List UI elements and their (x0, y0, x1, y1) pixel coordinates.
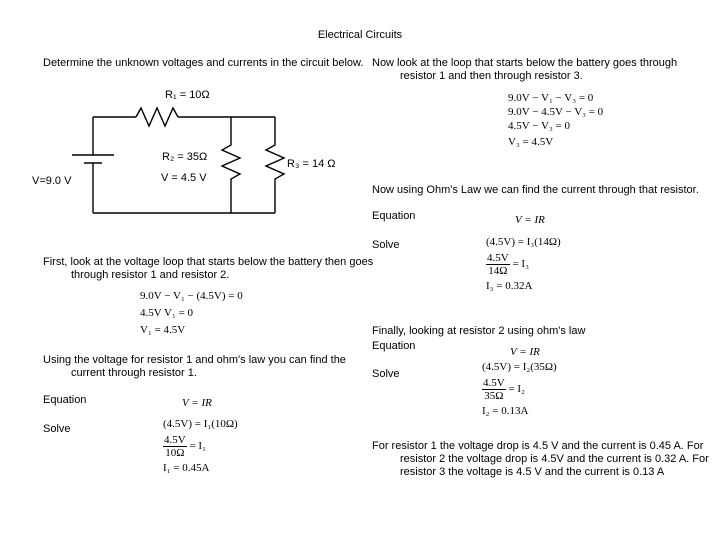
r2-text: Finally, looking at resistor 2 using ohm's law (372, 325, 586, 337)
r2-solve-fraction (482, 377, 506, 402)
left-solve-fraction-row (163, 434, 238, 459)
right-solve-block (486, 236, 561, 292)
summary-text: For resistor 1 the voltage drop is 4.5 V and the current is 0.45 A. For resistor 2 the voltage drop is 4.5V and the current is 0.32 A. For resistor 3 the voltage is 4.5 V and the current is 0.13 A (372, 440, 709, 478)
r2-resistor (222, 117, 240, 213)
right-loop-eq-2: 9.0V − 4.5V − V₃ = 0 (508, 106, 604, 118)
r1-label: R₁ = 10Ω (165, 89, 210, 101)
left-solve-fraction (163, 434, 187, 459)
r3-label: R₃ = 14 Ω (287, 158, 336, 170)
right-frac-num: 4.5V (487, 252, 509, 264)
left-solve-result: I₁ = 0.45A (163, 462, 210, 474)
r2-solve-block (482, 361, 557, 417)
r2-solve-result: I₂ = 0.13A (482, 405, 529, 417)
left-loop-eq-2: 4.5V V₁ = 0 (140, 307, 194, 319)
v-label: V = 4.5 V (161, 172, 207, 184)
left-loop-eq-1: 9.0V − V₁ − (4.5V) = 0 (140, 290, 243, 302)
left-equation: V = IR (182, 397, 212, 409)
left-solve-label: Solve (43, 423, 71, 435)
right-loop-equations (508, 92, 603, 148)
circuit-diagram (0, 80, 360, 225)
left-solve-block (163, 418, 238, 474)
right-equation-label: Equation (372, 210, 416, 222)
right-ohm-text: Now using Ohm's Law we can find the current through that resistor. (372, 184, 699, 196)
left-frac-rhs: = I₁ (189, 440, 206, 453)
right-solve-fraction (486, 252, 510, 277)
r1-resistor (136, 108, 178, 126)
r2-label: R₂ = 35Ω (162, 151, 208, 163)
r2-solve-fraction-row (482, 377, 557, 402)
right-solve-line: (4.5V) = I₃(14Ω) (486, 236, 561, 248)
right-loop-eq-3: 4.5V − V₃ = 0 (508, 120, 570, 132)
right-loop-eq-4: V₃ = 4.5V (508, 136, 554, 148)
left-ohm-text: Using the voltage for resistor 1 and ohm's law you can find the current through resistor 1. (43, 354, 346, 379)
left-equation-label: Equation (43, 394, 87, 406)
left-solve-line: (4.5V) = I₁(10Ω) (163, 418, 238, 430)
right-frac-rhs: = I₃ (512, 258, 529, 271)
r2-solve-line: (4.5V) = I₂(35Ω) (482, 361, 557, 373)
r2-frac-rhs: = I₂ (508, 383, 525, 396)
right-solve-label: Solve (372, 239, 400, 251)
right-loop-text: Now look at the loop that starts below the battery goes through resistor 1 and then through resistor 3. (372, 57, 678, 82)
right-solve-result: I₃ = 0.32A (486, 280, 533, 292)
r2-equation: V = IR (510, 346, 540, 358)
intro-text: Determine the unknown voltages and currents in the circuit below. (43, 57, 364, 69)
r2-frac-den: 35Ω (484, 390, 504, 402)
r2-equation-label: Equation (372, 340, 416, 352)
right-equation: V = IR (515, 214, 545, 226)
left-frac-den: 10Ω (165, 447, 185, 459)
left-loop-text: First, look at the voltage loop that starts below the battery then goes through resistor 1 and resistor 2. (43, 256, 374, 281)
page-title: Electrical Circuits (317, 29, 403, 41)
right-frac-den: 14Ω (488, 265, 508, 277)
r3-resistor (266, 117, 284, 213)
left-loop-equations (140, 290, 243, 336)
right-solve-fraction-row (486, 252, 561, 277)
battery-voltage-label: V=9.0 V (32, 175, 72, 187)
r2-solve-label: Solve (372, 368, 400, 380)
left-frac-num: 4.5V (164, 434, 186, 446)
r2-frac-num: 4.5V (483, 377, 505, 389)
left-loop-eq-3: V₁ = 4.5V (140, 324, 186, 336)
right-loop-eq-1: 9.0V − V₁ − V₃ = 0 (508, 92, 594, 104)
